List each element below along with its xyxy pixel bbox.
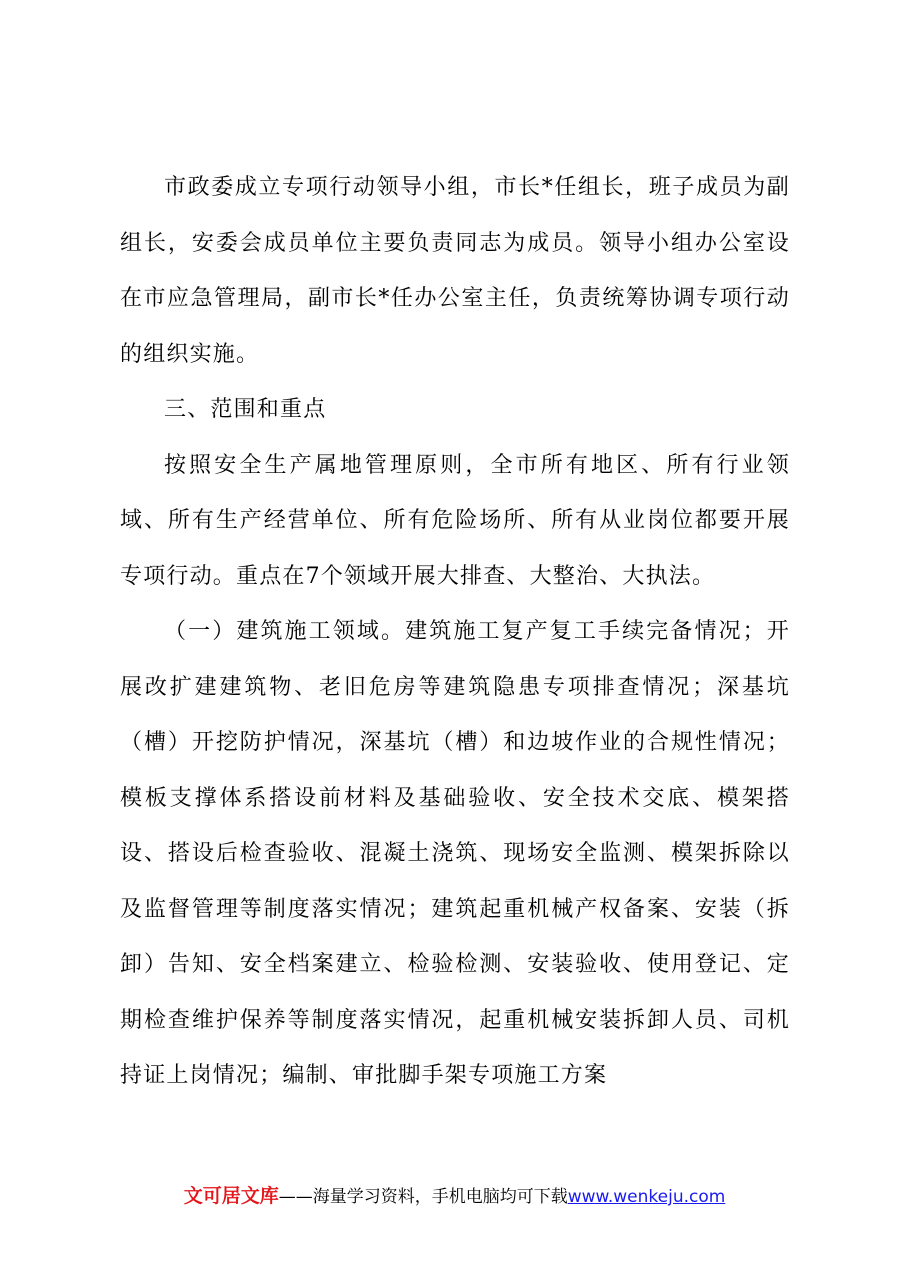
paragraph-leadership-group: 市政委成立专项行动领导小组，市长*任组长，班子成员为副组长，安委会成员单位主要负责同志为成员。领导小组办公室设在市应急管理局，副市长*任办公室主任，负责统筹协调专项行动的组织实施。 xyxy=(120,175,790,367)
footer-website-link[interactable]: www.wenkeju.com xyxy=(567,1187,726,1207)
footer-dash: —— xyxy=(278,1187,313,1207)
paragraph-scope: 按照安全生产属地管理原则，全市所有地区、所有行业领域、所有生产经营单位、所有危险场所、所有从业岗位都要开展专项行动。重点在7个领域开展大排查、大整治、大执法。 xyxy=(120,452,790,589)
document-body xyxy=(120,160,790,1104)
footer-slogan: 海量学习资料，手机电脑均可下载 xyxy=(312,1187,568,1207)
footer-banner xyxy=(0,1182,909,1211)
paragraph-construction-field: （一）建筑施工领域。建筑施工复产复工手续完备情况；开展改扩建建筑物、老旧危房等建筑隐患专项排查情况；深基坑（槽）开挖防护情况，深基坑（槽）和边坡作业的合规性情况；模板支撑体系搭设前材料及基础验收、安全技术交底、模架搭设、搭设后检查验收、混凝土浇筑、现场安全监测、模架拆除以及监督管理等制度落实情况；建筑起重机械产权备案、安装（拆卸）告知、安全档案建立、检验检测、安装验收、使用登记、定期检查维护保养等制度落实情况，起重机械安装拆卸人员、司机持证上岗情况；编制、审批脚手架专项施工方案 xyxy=(120,619,790,1088)
section-heading-scope: 三、范围和重点 xyxy=(164,397,327,422)
footer-brand: 文可居文库 xyxy=(183,1185,279,1207)
